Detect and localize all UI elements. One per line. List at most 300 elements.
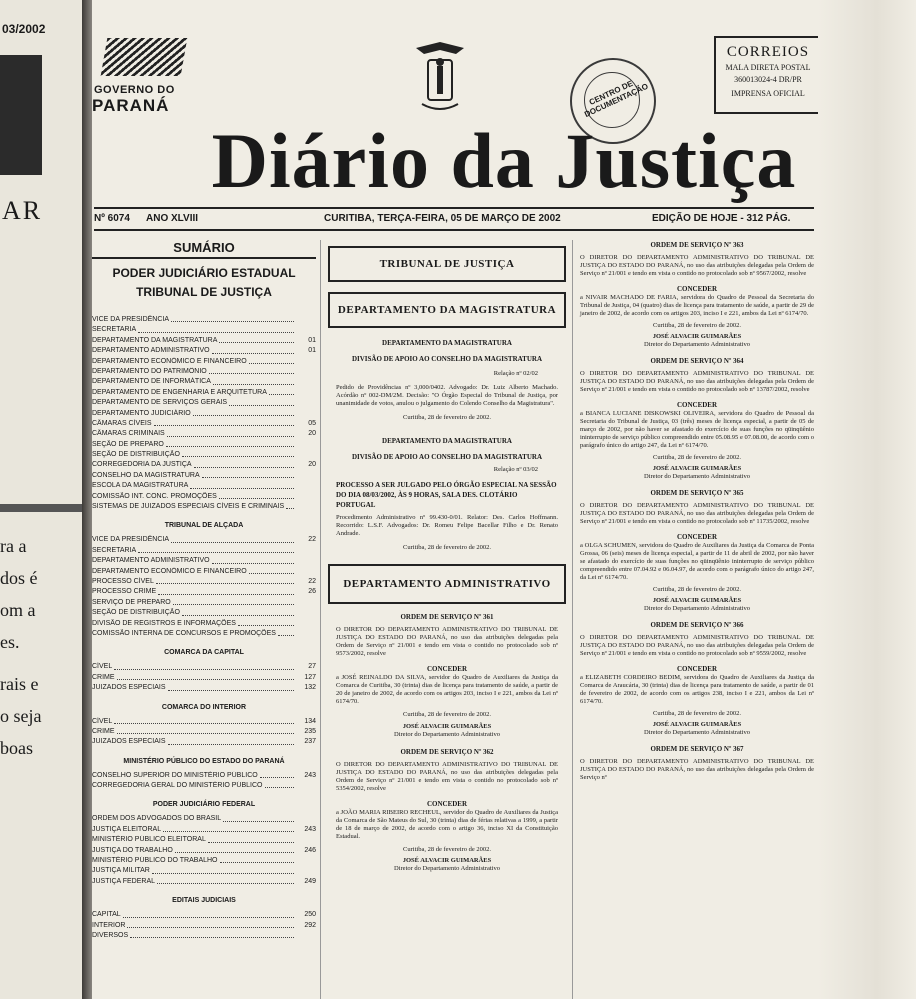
summary-entry-label: DEPARTAMENTO DO PATRIMÔNIO — [92, 367, 207, 375]
order-text: a BIANCA LUCIANE DISKOWSKI OLIVEIRA, servidora do Quadro de Pessoal da Secretaria do Tribunal de Justiça, 03 (três) meses de licença especial, a partir de 05 de março de 2002, por não haver se afastado do exercício de suas funções no qüinqüênio ininterrupto de serviço público compreendido entre 05.08.95 e 07.08.00, de acordo com o parágrafo único do artigo 247, da Lei nº 6174/70. — [580, 410, 814, 449]
header-rule — [94, 229, 814, 231]
summary-entry — [92, 608, 316, 618]
summary-entry — [92, 450, 316, 460]
summary-list-ta — [92, 535, 316, 639]
prev-page-line: o seja — [0, 706, 42, 726]
summary-entry-label: DEPARTAMENTO DA MAGISTRATURA — [92, 336, 218, 344]
summary-entry-page: 292 — [304, 921, 316, 929]
order-action: CONCEDER — [426, 665, 468, 673]
summary-entry-page — [296, 492, 316, 502]
signature-role: Diretor do Departamento Administrativo — [644, 473, 750, 480]
correios-line2: 360013024-4 DR/PR — [734, 75, 802, 84]
book-spine — [82, 0, 92, 999]
prev-page-line: dos é — [0, 568, 38, 588]
summary-entry-label: DEPARTAMENTO DE SERVIÇOS GERAIS — [92, 399, 228, 407]
summary-entry-label: SEÇÃO DE DISTRIBUIÇÃO — [92, 609, 180, 617]
summary-entry — [92, 673, 316, 683]
summary-entry — [92, 931, 316, 941]
summary-entry-page — [296, 814, 316, 824]
summary-entry-label: CÍVEL — [92, 663, 113, 671]
summary-entry — [92, 377, 316, 387]
summary-entry-label: CÍVEL — [92, 717, 113, 725]
summary-entry — [92, 388, 316, 398]
dot-leader — [286, 502, 294, 509]
dot-leader — [166, 440, 294, 447]
date-line: Curitiba, 28 de fevereiro de 2002. — [653, 322, 741, 329]
dot-leader — [117, 727, 294, 734]
summary-list-tj — [92, 315, 316, 512]
dot-leader — [249, 357, 294, 364]
summary-entry-page — [296, 546, 316, 556]
summary-subheading: PODER JUDICIÁRIO FEDERAL — [152, 801, 256, 809]
dot-leader — [171, 315, 294, 322]
stamp-text: CENTRO DE DOCUMENTAÇÃO — [583, 78, 650, 120]
summary-entry-label: JUSTIÇA DO TRABALHO — [92, 846, 173, 854]
summary-entry — [92, 921, 316, 931]
dot-leader — [223, 814, 294, 821]
summary-entry-page — [296, 398, 316, 408]
summary-entry — [92, 346, 316, 356]
summary-section: TRIBUNAL DE JUSTIÇA — [136, 285, 272, 299]
signature-name: JOSÉ ALVACIR GUIMARÃES — [652, 597, 742, 604]
summary-entry-page: 250 — [304, 911, 316, 919]
dot-leader — [158, 587, 294, 594]
summary-entry-label: VICE DA PRESIDÊNCIA — [92, 536, 170, 544]
summary-entry-label: DEPARTAMENTO ECONÔMICO E FINANCEIRO — [92, 357, 247, 365]
summary-entry-label: DIVISÃO DE REGISTROS E INFORMAÇÕES — [92, 619, 236, 627]
dot-leader — [220, 856, 294, 863]
summary-entry-label: JUSTIÇA ELEITORAL — [92, 825, 162, 833]
summary-entry-label: MINISTÉRIO PÚBLICO DO TRABALHO — [92, 857, 218, 865]
summary-entry — [92, 629, 316, 639]
summary-list-interior — [92, 717, 316, 748]
summary-entry-page — [296, 619, 316, 629]
date-line: Curitiba, 28 de fevereiro de 2002. — [403, 846, 491, 853]
correios-box — [714, 36, 822, 114]
dot-leader — [138, 546, 294, 553]
dot-leader — [202, 471, 294, 478]
summary-entry — [92, 835, 316, 845]
summary-entry-label: CRIME — [92, 727, 115, 735]
summary-entry-page — [296, 325, 316, 335]
signature-name: JOSÉ ALVACIR GUIMARÃES — [402, 723, 492, 730]
summary-entry — [92, 315, 316, 325]
summary-entry — [92, 367, 316, 377]
dot-leader — [194, 460, 294, 467]
summary-entry — [92, 771, 316, 781]
summary-entry-label: DEPARTAMENTO DE INFORMÁTICA — [92, 378, 211, 386]
prev-page-rule — [0, 504, 82, 512]
dot-leader — [163, 825, 294, 832]
order-preamble: O DIRETOR DO DEPARTAMENTO ADMINISTRATIVO DO TRIBUNAL DE JUSTIÇA DO ESTADO DO PARANÁ, no uso das atribuições delegadas pela Ordem de Serviço nº 21/001 e tendo em vista o contido no protocolado sob nº 13787/2002, resolve — [580, 370, 814, 393]
summary-entry — [92, 325, 316, 335]
order-preamble: O DIRETOR DO DEPARTAMENTO ADMINISTRATIVO DO TRIBUNAL DE JUSTIÇA DO ESTADO DO PARANÁ, no uso das atribuições delegadas pela Ordem de Serviço nº 21/001 e tendo em vista o contido no protocolado sob nº 9567/2002, resolve — [580, 254, 814, 277]
section-box-tj: TRIBUNAL DE JUSTIÇA — [328, 246, 566, 282]
summary-section: PODER JUDICIÁRIO ESTADUAL — [112, 266, 296, 280]
dot-leader — [127, 921, 294, 928]
summary-entry — [92, 336, 316, 346]
order-action: CONCEDER — [676, 285, 718, 293]
summary-entry — [92, 727, 316, 737]
dot-leader — [114, 717, 294, 724]
summary-entry-label: DEPARTAMENTO ADMINISTRATIVO — [92, 347, 210, 355]
summary-entry-page — [296, 471, 316, 481]
dot-leader — [219, 492, 294, 499]
summary-entry — [92, 781, 316, 791]
signature-name: JOSÉ ALVACIR GUIMARÃES — [652, 721, 742, 728]
summary-entry — [92, 846, 316, 856]
dot-leader — [269, 388, 294, 395]
summary-entry — [92, 460, 316, 470]
summary-entry-page — [296, 608, 316, 618]
summary-entry — [92, 502, 316, 512]
signature-role: Diretor do Departamento Administrativo — [644, 605, 750, 612]
summary-entry-page — [296, 409, 316, 419]
summary-entry-page: 249 — [304, 877, 316, 885]
dot-leader — [229, 398, 294, 405]
dot-leader — [190, 481, 294, 488]
summary-entry — [92, 577, 316, 587]
summary-entry-page: 235 — [304, 727, 316, 735]
gov-state: PARANÁ — [92, 96, 170, 115]
summary-entry — [92, 471, 316, 481]
summary-entry — [92, 419, 316, 429]
summary-entry — [92, 910, 316, 920]
summary-entry — [92, 440, 316, 450]
summary-entry-label: CRIME — [92, 673, 115, 681]
summary-entry — [92, 662, 316, 672]
order-heading: ORDEM DE SERVIÇO Nº 365 — [650, 489, 744, 497]
summary-entry-label: CÂMARAS CRIMINAIS — [92, 430, 165, 438]
dot-leader — [167, 429, 294, 436]
summary-entry-label: INTERIOR — [92, 921, 126, 929]
summary-entry-label: JUSTIÇA MILITAR — [92, 867, 150, 875]
prev-page-line: boas — [0, 738, 33, 758]
block-subheading: DIVISÃO DE APOIO AO CONSELHO DA MAGISTRATURA — [351, 355, 543, 363]
signature-role: Diretor do Departamento Administrativo — [394, 731, 500, 738]
header-rule — [94, 207, 814, 209]
summary-entry-label: CORREGEDORIA DA JUSTIÇA — [92, 461, 192, 469]
summary-entry-page: 237 — [304, 738, 316, 746]
date-line: Curitiba, 28 de fevereiro de 2002. — [403, 711, 491, 718]
dot-leader — [130, 931, 294, 938]
gov-label: GOVERNO DO — [94, 84, 175, 96]
summary-heading: SUMÁRIO — [92, 240, 316, 259]
correios-line1: MALA DIRETA POSTAL — [725, 63, 811, 72]
summary-subheading: COMARCA DA CAPITAL — [164, 649, 244, 657]
prev-page-line: rais e — [0, 674, 39, 694]
block-text: Pedido de Providências nº 3,000/0402. Advogado: Dr. Luiz Alberto Machado. Acórdão nº 002-DM/2M. Decisão: "O Órgão Especial do Tribunal de Justiça, por unanimidade de votos, anulou o julgamento do Colendo Conselho da Magistratura". — [336, 384, 558, 407]
summary-entry-page — [296, 502, 316, 512]
summary-entry — [92, 357, 316, 367]
dot-leader — [238, 619, 294, 626]
summary-entry-label: CÂMARAS CÍVEIS — [92, 419, 152, 427]
correios-title: CORREIOS — [726, 44, 810, 60]
summary-entry — [92, 409, 316, 419]
summary-entry-page — [296, 481, 316, 491]
parana-flag-icon — [101, 38, 188, 76]
date-line: Curitiba, 28 de fevereiro de 2002. — [653, 454, 741, 461]
dot-leader — [208, 835, 294, 842]
correios-line3: IMPRENSA OFICIAL — [731, 89, 805, 98]
summary-entry-page: 127 — [304, 673, 316, 681]
summary-entry — [92, 877, 316, 887]
column-divider — [572, 240, 573, 999]
summary-entry — [92, 717, 316, 727]
signature-name: JOSÉ ALVACIR GUIMARÃES — [652, 465, 742, 472]
summary-entry-label: SECRETARIA — [92, 546, 137, 554]
summary-entry-label: CONSELHO SUPERIOR DO MINISTÉRIO PÚBLICO — [92, 771, 258, 779]
dot-leader — [171, 535, 294, 542]
summary-entry-label: VICE DA PRESIDÊNCIA — [92, 316, 170, 323]
dot-leader — [168, 737, 294, 744]
summary-entry-label: DIVERSOS — [92, 931, 129, 939]
dot-leader — [182, 450, 294, 457]
summary-entry — [92, 683, 316, 693]
issue-year: ANO XLVIII — [146, 213, 199, 224]
dot-leader — [123, 910, 294, 917]
process-title: PROCESSO A SER JULGADO PELO ÓRGÃO ESPECIAL NA SESSÃO DO DIA 08/03/2002, ÀS 9 HORAS, SALA DES. CLOTÁRIO PORTUGAL — [336, 481, 557, 509]
summary-entry-page: 22 — [308, 536, 316, 544]
summary-subheading: MINISTÉRIO PÚBLICO DO ESTADO DO PARANÁ — [123, 757, 285, 765]
summary-entry-page — [296, 367, 316, 377]
summary-entry-label: PROCESSO CÍVEL — [92, 577, 154, 585]
summary-entry-label: SEÇÃO DE PREPARO — [92, 440, 164, 448]
summary-entry-label: SERVIÇO DE PREPARO — [92, 598, 171, 606]
order-heading: ORDEM DE SERVIÇO Nº 366 — [650, 621, 744, 629]
summary-entry — [92, 737, 316, 747]
prev-page-line: es. — [0, 632, 20, 652]
relacao: Relação nº 03/02 — [493, 466, 538, 473]
dot-leader — [213, 377, 294, 384]
block-heading: DEPARTAMENTO DA MAGISTRATURA — [382, 339, 512, 347]
masthead-title: Diário da Justiça — [211, 117, 797, 204]
prev-page-date: 03/2002 — [2, 22, 46, 36]
summary-entry-page — [296, 315, 316, 325]
order-action: CONCEDER — [676, 665, 718, 673]
section-box-magistratura: DEPARTAMENTO DA MAGISTRATURA — [328, 292, 566, 328]
summary-entry-page — [296, 781, 316, 791]
summary-entry-label: ESCOLA DA MAGISTRATURA — [92, 482, 189, 490]
dot-leader — [260, 771, 294, 778]
summary-entry-label: JUIZADOS ESPECIAIS — [92, 684, 166, 692]
summary-entry-label: ORDEM DOS ADVOGADOS DO BRASIL — [92, 815, 222, 823]
summary-entry-label: CAPITAL — [92, 911, 121, 919]
dot-leader — [154, 419, 294, 426]
summary-entry-label: SECRETARIA — [92, 326, 137, 334]
prev-page-line: om a — [0, 600, 36, 620]
summary-entry — [92, 546, 316, 556]
summary-entry-page — [296, 598, 316, 608]
summary-list-editais — [92, 910, 316, 941]
middle-column — [328, 240, 566, 873]
summary-entry-page: 01 — [308, 336, 316, 344]
summary-entry-page — [296, 629, 316, 639]
block-text: Procedimento Administrativo nº 99.430-0/01. Relator: Des. Carlos Hoffmann. Recorrido: L.S.F. Advogados: Dr. Romeu Felipe Bacellar Filho e Dr. Renato Andrade. — [336, 514, 558, 537]
summary-entry-page: 27 — [308, 663, 316, 671]
summary-entry-page — [296, 450, 316, 460]
summary-entry-label: MINISTÉRIO PÚBLICO ELEITORAL — [92, 836, 206, 844]
summary-entry-page — [296, 835, 316, 845]
summary-entry-label: SEÇÃO DE DISTRIBUIÇÃO — [92, 451, 180, 459]
order-preamble: O DIRETOR DO DEPARTAMENTO ADMINISTRATIVO DO TRIBUNAL DE JUSTIÇA DO ESTADO DO PARANÁ, no uso das atribuições delegadas pela Ordem de Serviço nº — [580, 758, 814, 781]
prev-page-image — [0, 55, 42, 175]
summary-entry-page — [296, 866, 316, 876]
signature-role: Diretor do Departamento Administrativo — [644, 729, 750, 736]
signature-name: JOSÉ ALVACIR GUIMARÃES — [652, 333, 742, 340]
order-preamble: O DIRETOR DO DEPARTAMENTO ADMINISTRATIVO DO TRIBUNAL DE JUSTIÇA DO ESTADO DO PARANÁ, no uso das atribuições delegadas pela Ordem de Serviço nº 21/001 e tendo em vista o contido no protocolado sob nº 9573/2002, resolve — [336, 626, 558, 657]
summary-entry-label: JUSTIÇA FEDERAL — [92, 877, 156, 885]
dot-leader — [212, 556, 294, 563]
summary-entry — [92, 825, 316, 835]
order-text: a JOSÉ REINALDO DA SILVA, servidor do Quadro de Auxiliares da Justiça da Comarca de Curitiba, 30 (trinta) dias de licença para tratamento de saúde, a partir de 20 de janeiro de 2002, de acordo com os artigos 203, inciso I e 221, ambos da Lei nº 6174/70. — [336, 674, 558, 705]
date-line: Curitiba, 28 de fevereiro de 2002. — [403, 544, 491, 551]
summary-entry-page — [296, 377, 316, 387]
order-text: a NIVAIR MACHADO DE FARIA, servidora do Quadro de Pessoal da Secretaria do Tribunal de Justiça, 04 (quatro) dias de licença para tratamento de saúde, a partir de 29 de janeiro de 2002, de acordo com os artigos 203, inciso I e 221, ambos da Lei nº 6174/70. — [580, 294, 814, 317]
signature-name: JOSÉ ALVACIR GUIMARÃES — [402, 857, 492, 864]
issue-number: Nº 6074 — [94, 213, 130, 224]
date-line: Curitiba, 28 de fevereiro de 2002. — [403, 414, 491, 421]
summary-entry-page — [296, 388, 316, 398]
summary-entry-page — [296, 440, 316, 450]
dot-leader — [249, 567, 294, 574]
order-heading: ORDEM DE SERVIÇO Nº 361 — [400, 613, 494, 621]
summary-entry — [92, 535, 316, 545]
prev-page-line: ra a — [0, 536, 27, 556]
dot-leader — [157, 877, 294, 884]
summary-entry — [92, 856, 316, 866]
summary-entry-label: COMISSÃO INT. CONC. PROMOÇÕES — [92, 492, 217, 500]
summary-entry-page — [296, 567, 316, 577]
dot-leader — [212, 346, 294, 353]
summary-entry — [92, 492, 316, 502]
summary-entry-page: 20 — [308, 461, 316, 469]
governo-logo — [92, 38, 187, 116]
summary-entry-label: SISTEMAS DE JUIZADOS ESPECIAIS CÍVEIS E CRIMINAIS — [92, 503, 285, 511]
summary-subheading: COMARCA DO INTERIOR — [161, 703, 247, 711]
summary-entry — [92, 429, 316, 439]
summary-subheading: TRIBUNAL DE ALÇADA — [164, 522, 244, 530]
summary-entry-page: 20 — [308, 430, 316, 438]
summary-entry-label: CORREGEDORIA GERAL DO MINISTÉRIO PÚBLICO — [92, 782, 263, 790]
dot-leader — [219, 336, 294, 343]
summary-entry-label: DEPARTAMENTO DE ENGENHARIA E ARQUITETURA — [92, 388, 267, 396]
summary-entry-label: DEPARTAMENTO JUDICIÁRIO — [92, 409, 191, 417]
dot-leader — [193, 409, 294, 416]
order-text: a ELIZABETH CORDEIRO BEDIM, servidora do Quadro de Auxiliares da Justiça da Comarca de Araucária, 30 (trinta) dias de licença para tratamento de saúde, a partir de 01 de fevereiro de 2002, de acordo com os artigos 238, inciso I e 221, ambos da Lei nº 6174/70. — [580, 674, 814, 705]
dot-leader — [152, 866, 294, 873]
summary-entry-label: CONSELHO DA MAGISTRATURA — [92, 471, 200, 479]
date-line: Curitiba, 28 de fevereiro de 2002. — [653, 586, 741, 593]
summary-entry-page: 05 — [308, 419, 316, 427]
summary-column — [92, 240, 316, 999]
summary-entry-label: JUIZADOS ESPECIAIS — [92, 738, 166, 746]
summary-entry-page: 22 — [308, 577, 316, 585]
dot-leader — [117, 673, 294, 680]
summary-entry-page — [296, 357, 316, 367]
summary-entry-page — [296, 856, 316, 866]
summary-entry-page: 132 — [304, 684, 316, 692]
order-heading: ORDEM DE SERVIÇO Nº 363 — [650, 241, 744, 249]
summary-entry — [92, 866, 316, 876]
summary-entry-label: DEPARTAMENTO ADMINISTRATIVO — [92, 557, 210, 565]
order-heading: ORDEM DE SERVIÇO Nº 364 — [650, 357, 744, 365]
dot-leader — [265, 781, 295, 788]
section-box-administrativo: DEPARTAMENTO ADMINISTRATIVO — [328, 564, 566, 604]
dot-leader — [168, 683, 294, 690]
summary-entry — [92, 556, 316, 566]
summary-entry — [92, 598, 316, 608]
prev-page-title: AR — [2, 196, 43, 225]
dot-leader — [278, 629, 294, 636]
summary-entry — [92, 398, 316, 408]
relacao: Relação nº 02/02 — [493, 370, 538, 377]
summary-entry-page: 26 — [308, 588, 316, 596]
summary-entry-page: 246 — [304, 846, 316, 854]
summary-list-mp — [92, 771, 316, 792]
order-text: a OLGA SCHUMEN, servidora do Quadro de Auxiliares da Justiça da Comarca de Ponta Grossa, 06 (seis) meses de licença especial, a partir de 11 de abril de 2002, por não haver se afastado do exercício de suas funções no qüinqüênio ininterrupto de serviço público compreendido entre 07.04.92 e 06.04.97, de acordo com o parágrafo único do artigo 247, da Lei nº 6174/70. — [580, 542, 814, 581]
right-column — [580, 240, 814, 782]
dot-leader — [156, 577, 294, 584]
coat-of-arms-icon — [410, 38, 470, 118]
summary-entry-label: COMISSÃO INTERNA DE CONCURSOS E PROMOÇÕES — [92, 629, 276, 637]
order-heading: ORDEM DE SERVIÇO Nº 362 — [400, 748, 494, 756]
summary-entry — [92, 481, 316, 491]
summary-entry — [92, 814, 316, 824]
summary-entry-page: 01 — [308, 347, 316, 355]
issue-edition: EDIÇÃO DE HOJE - 312 PÁG. — [652, 213, 791, 224]
order-action: CONCEDER — [676, 533, 718, 541]
summary-entry-page — [296, 556, 316, 566]
summary-entry-label: DEPARTAMENTO ECONÔMICO E FINANCEIRO — [92, 567, 247, 575]
summary-entry-page: 243 — [304, 771, 316, 779]
signature-role: Diretor do Departamento Administrativo — [394, 865, 500, 872]
dot-leader — [209, 367, 294, 374]
summary-list-capital — [92, 662, 316, 693]
block-heading: DEPARTAMENTO DA MAGISTRATURA — [382, 437, 512, 445]
signature-role: Diretor do Departamento Administrativo — [644, 341, 750, 348]
order-text: a JOÃO MARIA RIBEIRO RECHEUL, servidor do Quadro de Auxiliares da Justiça da Comarca de São Mateus do Sul, 30 (trinta) dias de férias relativas a 1999, a partir de 18 de março de 2002, de acordo com o artigo 36, inciso XI da Constituição Estadual. — [336, 809, 558, 840]
dot-leader — [182, 608, 294, 615]
dot-leader — [138, 325, 294, 332]
summary-list-federal — [92, 814, 316, 887]
summary-entry — [92, 619, 316, 629]
order-preamble: O DIRETOR DO DEPARTAMENTO ADMINISTRATIVO DO TRIBUNAL DE JUSTIÇA DO ESTADO DO PARANÁ, no uso das atribuições delegadas pela Ordem de Serviço nº 21/001 e tendo em vista o contido no protocolado sob nº 5354/2002, resolve — [336, 761, 558, 792]
column-divider — [320, 240, 321, 999]
summary-entry-page: 134 — [304, 717, 316, 725]
summary-entry-label: PROCESSO CRIME — [92, 588, 157, 596]
summary-entry-page: 243 — [304, 825, 316, 833]
dot-leader — [114, 662, 294, 669]
dot-leader — [173, 598, 294, 605]
page-margin — [818, 0, 916, 999]
order-preamble: O DIRETOR DO DEPARTAMENTO ADMINISTRATIVO DO TRIBUNAL DE JUSTIÇA DO ESTADO DO PARANÁ, no uso das atribuições delegadas pela Ordem de Serviço nº 21/001 e tendo em vista o contido no protocolado sob nº 11735/2002, resolve — [580, 502, 814, 525]
order-action: CONCEDER — [426, 800, 468, 808]
issue-date: CURITIBA, TERÇA-FEIRA, 05 DE MARÇO DE 2002 — [324, 213, 561, 224]
order-action: CONCEDER — [676, 401, 718, 409]
block-subheading: DIVISÃO DE APOIO AO CONSELHO DA MAGISTRATURA — [351, 453, 543, 461]
summary-entry-page — [296, 931, 316, 941]
dot-leader — [175, 846, 294, 853]
date-line: Curitiba, 28 de fevereiro de 2002. — [653, 710, 741, 717]
summary-entry — [92, 567, 316, 577]
summary-entry — [92, 587, 316, 597]
order-preamble: O DIRETOR DO DEPARTAMENTO ADMINISTRATIVO DO TRIBUNAL DE JUSTIÇA DO ESTADO DO PARANÁ, no uso das atribuições delegadas pela Ordem de Serviço nº 21/001 e tendo em vista o contido no protocolado sob nº 9559/2002, resolve — [580, 634, 814, 657]
newspaper-page — [92, 0, 916, 999]
order-heading: ORDEM DE SERVIÇO Nº 367 — [650, 745, 744, 753]
summary-subheading: EDITAIS JUDICIAIS — [172, 897, 236, 905]
previous-page-edge — [0, 0, 82, 999]
